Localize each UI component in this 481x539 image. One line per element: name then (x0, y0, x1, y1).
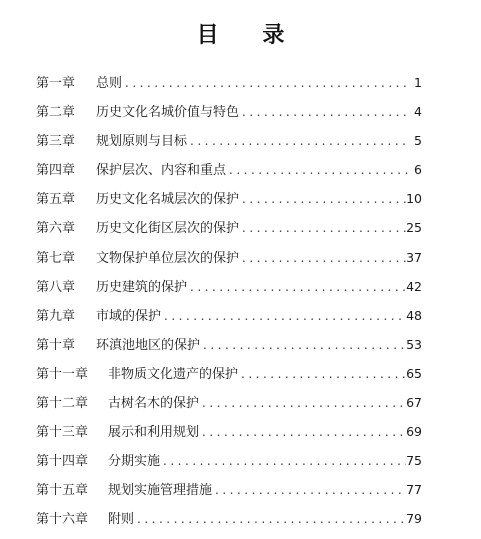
chapter-number: 第十一章 (36, 366, 89, 382)
chapter-title: 古树名木的保护 (108, 396, 200, 412)
page-number: 69 (406, 424, 422, 440)
chapter-title: 展示和利用规划 (108, 425, 200, 441)
dot-leader (200, 335, 406, 355)
page-number: 1 (414, 75, 422, 90)
page-number: 75 (406, 453, 422, 469)
dot-leader (199, 393, 406, 413)
page-number: 48 (406, 307, 422, 323)
toc-entry[interactable] (36, 306, 422, 335)
toc-entry[interactable] (36, 393, 422, 422)
page-number: 79 (406, 511, 422, 527)
page-title: 目 录 (196, 22, 303, 48)
toc-entry[interactable] (36, 248, 422, 277)
chapter-number: 第八章 (36, 279, 76, 295)
page-number: 67 (406, 395, 422, 411)
page-number: 37 (406, 249, 422, 265)
chapter-title: 市域的保护 (96, 308, 162, 324)
chapter-number: 第六章 (36, 221, 76, 237)
toc-entry[interactable] (36, 335, 422, 364)
chapter-title: 历史建筑的保护 (96, 279, 188, 295)
toc-entry[interactable] (36, 277, 422, 306)
chapter-title: 非物质文化遗产的保护 (108, 366, 239, 382)
toc-entry[interactable] (36, 218, 422, 247)
table-of-contents (36, 73, 422, 539)
page-number: 65 (406, 365, 422, 381)
chapter-number: 第一章 (36, 76, 76, 91)
chapter-title: 总则 (96, 76, 123, 91)
toc-entry[interactable] (36, 480, 422, 509)
page-number: 42 (406, 278, 422, 294)
dot-leader (226, 160, 410, 180)
chapter-number: 第五章 (36, 192, 76, 208)
dot-leader (199, 422, 406, 442)
toc-entry[interactable] (36, 160, 422, 189)
toc-entry[interactable] (36, 422, 422, 451)
chapter-number: 第七章 (36, 250, 76, 266)
dot-leader (238, 364, 406, 384)
dot-leader (122, 73, 410, 93)
toc-entry[interactable] (36, 189, 422, 218)
chapter-number: 第九章 (36, 308, 76, 324)
page-number: 6 (414, 162, 422, 178)
chapter-title: 规划原则与目标 (96, 134, 188, 150)
chapter-number: 第十五章 (36, 483, 89, 499)
page-number: 77 (406, 482, 422, 498)
chapter-number: 第二章 (36, 105, 76, 121)
chapter-number: 第十三章 (36, 425, 89, 441)
dot-leader (187, 277, 406, 297)
chapter-number: 第十章 (36, 337, 76, 353)
dot-leader (239, 102, 410, 122)
dot-leader (239, 218, 406, 238)
chapter-title: 环滇池地区的保护 (96, 337, 201, 353)
page-number: 5 (414, 133, 422, 149)
toc-entry[interactable] (36, 451, 422, 480)
chapter-title: 规划实施管理措施 (108, 483, 213, 499)
dot-leader (134, 509, 406, 529)
chapter-title: 保护层次、内容和重点 (96, 163, 227, 179)
chapter-number: 第十六章 (36, 512, 89, 528)
page-number: 25 (406, 220, 422, 236)
toc-entry[interactable] (36, 364, 422, 393)
toc-entry[interactable] (36, 131, 422, 160)
chapter-title: 历史文化名城价值与特色 (96, 105, 240, 121)
chapter-number: 第三章 (36, 134, 76, 150)
page-number: 4 (414, 104, 422, 120)
dot-leader (239, 248, 406, 268)
chapter-number: 第四章 (36, 163, 76, 179)
dot-leader (212, 480, 406, 500)
chapter-number: 第十二章 (36, 396, 89, 412)
dot-leader (187, 131, 410, 151)
toc-entry[interactable] (36, 102, 422, 131)
page-number: 10 (406, 191, 422, 207)
dot-leader (161, 306, 406, 326)
page-number: 53 (406, 336, 422, 352)
dot-leader (160, 451, 406, 471)
chapter-title: 分期实施 (108, 454, 161, 470)
chapter-title: 文物保护单位层次的保护 (96, 250, 240, 266)
toc-entry[interactable] (36, 509, 422, 538)
chapter-title: 历史文化街区层次的保护 (96, 221, 240, 237)
dot-leader (239, 189, 406, 209)
chapter-number: 第十四章 (36, 454, 89, 470)
toc-entry[interactable] (36, 73, 422, 102)
chapter-title: 历史文化名城层次的保护 (96, 192, 240, 208)
chapter-title: 附则 (108, 512, 135, 528)
